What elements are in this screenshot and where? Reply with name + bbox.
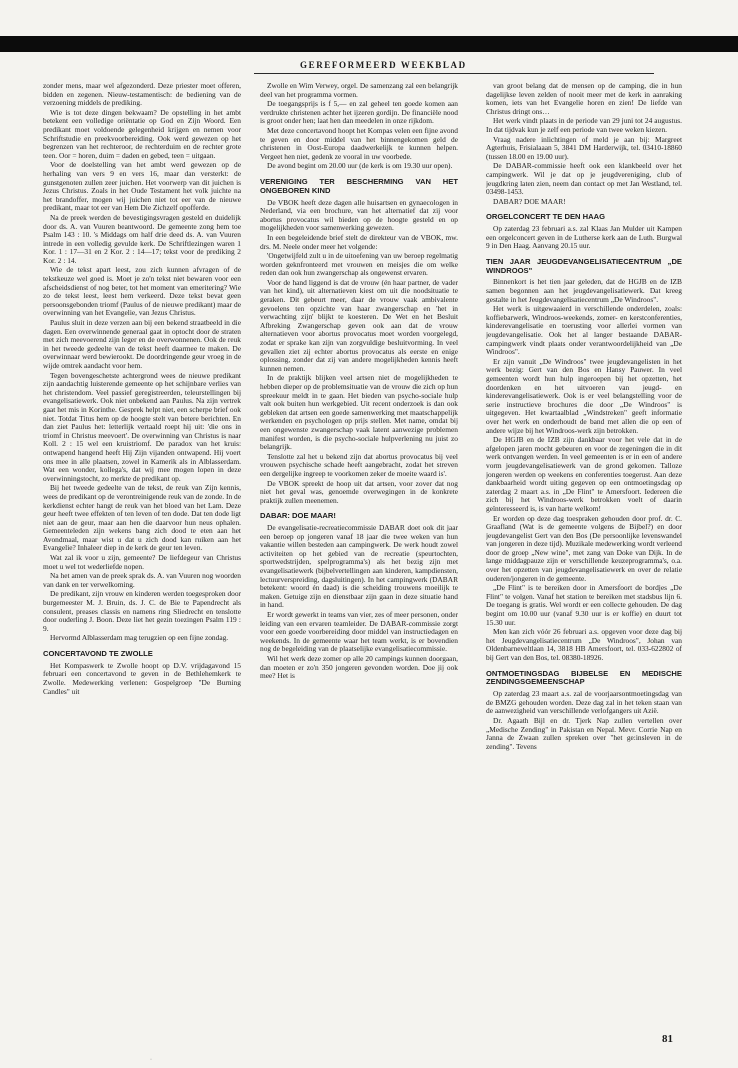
paragraph: Dr. Agaath Bijl en dr. Tjerk Nap zullen vertellen over „Medische Zending" in Pakistan en Nepal. Mevr. Corrie Nap en Janna de Zwaan zullen spreken over "het ge:insleven in de zending". Tevens: [486, 715, 682, 751]
paragraph: De HGJB en de IZB zijn dankbaar voor het vele dat in de afgelopen jaren mocht gebeuren en voor de zegeningen die in dit werk ontvangen werden. In veel gemeenten is er in een of andere vorm jeugdevangelisatiewerk van de grond gekomen. Talloze jongeren werden op weekens en conferenties toegerust. Aan deze dankbaarheid wordt uiting gegeven op een ontmoetingsdag op zaterdag 2 maart a.s. in „De Flint" te Amersfoort. Iedereen die zich bij het Windroos-werk betrokken voelt of daarin geïnteresseerd is, is van harte welkom!: [486, 435, 682, 513]
paragraph: De toegangsprijs is f 5,— en zal geheel ten goede komen aan verdrukte christenen achter het ijzeren gordijn. De financiële nood is groot onder hen; laat hen dan meedelen in onze rijkdom.: [260, 99, 458, 126]
paragraph: Met deze concertavond hoopt het Kompas velen een fijne avond te geven en door middel van het binnengekomen geld de christenen in Oost-Europa daadwerkelijk te kunnen helpen. Vergeet hen niet, gedenk ze vooral in uw voorbede.: [260, 125, 458, 161]
paragraph: Op zaterdag 23 maart a.s. zal de voorjaarsontmoetingsdag van de BMZG gehouden worden. Deze dag zal in het teken staan van de aanwezigheid van verschillende verlofgangers uit Azië.: [486, 689, 682, 716]
page-number: 81: [662, 1033, 673, 1045]
paragraph: Voor de doelstelling van het ambt werd gewezen op de herhaling van vers 9 en vers 16, maar dan versterkt: de gunstgenoten zullen zeer juichen. Het voorwerp van dit juichen is Jezus Christus. Zoals in het Oude Testament het volk juichte na het brandoffer, mogen wij juichen niet tot eer van de nieuwe predikant, maar tot eer van Hem Die Zichzelf opofferde.: [43, 160, 241, 213]
paragraph: Zwolle en Wim Verwey, orgel. De samenzang zal een belangrijk deel van het programma vormen.: [260, 82, 458, 99]
col3-orgel-body: [486, 225, 682, 251]
paragraph: Na het amen van de preek sprak ds. A. van Vuuren nog woorden van dank en ter verwelkoming.: [43, 571, 241, 589]
column-3: [486, 82, 682, 1037]
heading-concertavond: CONCERTAVOND TE ZWOLLE: [43, 649, 153, 658]
paragraph: Wie de tekst apart leest, zou zich kunnen afvragen of de tekstkeuze wel goed is. Moet je zo'n tekst niet bewaren voor een afscheidsdienst of nog beter, tot het moment van emeritering? Wie zo de tekst leest, leest hem verkeerd. Deze tekst bevat geen persoonsgebonden triomf (Paulus of de nieuwe predikant) maar de overwinning van het Evangelie, van Jezus Christus.: [43, 265, 241, 318]
paragraph: DABAR? DOE MAAR!: [493, 196, 566, 206]
paragraph: In de praktijk blijken veel artsen niet de mogelijkheden te hebben dieper op de problemsituatie van de vrouw die zich op hun spreekuur meldt in te gaan. Het bieden van psycho-sociale hulp valt ook buiten hun werkgebied. Uit recent onderzoek is dan ook gebleken dat artsen een goede samenwerking met maatschappelijk werkenden en psychologen op prijs stellen. Met name, omdat bij een ongewenste zwangerschap vaak latent aanwezige problemen manifest worden, is die psycho-sociale hulpverlening nu juist zo belangrijk.: [260, 373, 458, 452]
col2-intro-body: [260, 199, 458, 252]
paragraph: Tegen bovengeschetste achtergrond wees de nieuwe predikant zijn aandachtig luisterende gemeente op het schijnbare verlies van het christendom. Veel passief geregistreerden, teleurstellingen bij evangelisatiewerk. Ook niet onbekend aan Paulus. Na zijn vertrek gaat het mis in Korinthe. Gesprek helpt niet, een scherpe brief ook niet. Totdat Titus hem op de hoogte stelt van betere berichten. En dan ziet Paulus het: letterlijk vertaald roept hij uit: 'die ons in triomf in Christus meevoert'. De overwinning van Christus is naar Koll. 2 : 15 wel een kruistriomf. De paradox van het kruis: ontwapend hangend heeft Hij Zijn vijanden ontwapend. Hij voert ons mee in alle plaatsen, zowel in Kamerik als in Alblasserdam. Wat een wonder, kollega's, dat wij mee mogen lopen in deze overwinningstocht, zo merkte de predikant op.: [43, 370, 241, 483]
paragraph: Paulus sluit in deze verzen aan bij een bekend straatbeeld in die dagen. Een overwinnende generaal gaat in optocht door de straten met zich meevoerend zijn leger en de overwonnenen. Ook de reuk in het tweede gedeelte van de tekst heeft daarmee te maken. De overwinnaar werd bewierookt. De doordringende geur vroeg in de wijde omtrek aandacht voor hem.: [43, 318, 241, 370]
masthead: GEREFORMEERD WEEKBLAD: [300, 60, 467, 70]
paragraph: In een begeleidende brief stelt de direkteur van de VBOK, mw. drs. M. Neele onder meer het volgende:: [260, 232, 458, 251]
paragraph: Na de preek werden de bevestigingsvragen gesteld en duidelijk door ds. A. van Vuuren beantwoord. De gemeente zong hem toe Psalm 143 : 10. 's Middags om half drie deed ds. A. van Vuuren intrede in een volledig gevulde kerk. De Schriftlezingen waren 1 Kor. 1 : 17—31 en 2 Kor. 2 : 14—17; tekst voor de prediking 2 Kor. 2 : 14.: [43, 212, 241, 265]
paragraph: Op zaterdag 23 februari a.s. zal Klaas Jan Mulder uit Kampen een orgelconcert geven in de Lutherse kerk aan de Luth. Burgwal 9 in Den Haag. Aanvang 20.15 uur.: [486, 224, 682, 251]
paragraph: De DABAR-commissie heeft ook een klankbeeld over het campingwerk. Wil je dat op je jeugdvereniging, club of jeugdkring laten zien, neem dan contact op met Jan Westland, tel. 03498-1453.: [486, 161, 682, 197]
paragraph: Het Kompaswerk te Zwolle hoopt op D.V. vrijdagavond 15 februari een concertavond te geven in de Bethlehemkerk te Zwolle. Medewerking verlenen: Gospelgroep "De Burning Candles" uit: [43, 660, 241, 696]
paragraph: 'Ongetwijfeld zult u in de uitoefening van uw beroep regelmatig worden geknfronteerd met vrouwen en meisjes die om welke reden dan ook hun zwangerschap als ongewenst ervaren.: [260, 251, 458, 278]
heading-orgelconcert: ORGELCONCERT TE DEN HAAG: [486, 212, 605, 222]
paragraph: zonder mens, maar wel afgezonderd. Deze priester moet offeren, bidden en zegenen. Nieuw-testamentisch: de bediening van de verzoening middels de prediking.: [43, 82, 241, 108]
heading-windroos: TIEN JAAR JEUGDEVANGELISATIECENTRUM „DE WINDROOS": [486, 256, 682, 275]
paragraph: Er worden op deze dag toespraken gehouden door prof. dr. C. Graafland (Wat is de gemeente volgens de Bijbel?) en door jeugdevangelist Gert van den Bos (De persoonlijke levenswandel van jongeren in deze tijd). Muzikale medewerking wordt verleend door de groep „New wine", met zang van Doke van Dijk. In de lange middagpauze zijn er verschillende keuzeprogramma's, o.a. over het opzetten van jeugdevangelisatiewerk en over de relatie ouderen/jongeren in de gemeente.: [486, 513, 682, 583]
col1-after-body: [43, 662, 241, 696]
col2-top-body: [260, 82, 458, 171]
paragraph: Tenslotte zal het u bekend zijn dat abortus provocatus bij veel vrouwen psychische schade heeft aangebracht, zodat het streven een dergelijke ingreep te voorkomen zeker de moeite waard is'.: [260, 451, 458, 478]
paragraph: De predikant, zijn vrouw en kinderen werden toegesproken door burgemeester M. J. Bruin, ds. J. C. de Bie te Papendrecht als consulent, preases classis en namens ring Sliedrecht en tenslotte door ouderling J. Boon. Deze liet het gezin toezingen Psalm 119 : 9.: [43, 589, 241, 633]
paragraph: Wil het werk deze zomer op alle 20 campings kunnen doorgaan, dan moeten er zo'n 350 jongeren gevonden worden. Doe jij ook mee? Het is: [260, 654, 458, 681]
paragraph: Binnenkort is het tien jaar geleden, dat de HGJB en de IZB samen begonnen aan het jeugdevangelisatiewerk. Dat kreeg gestalte in het Jeugdevangelisatiecentrum „De Windroos".: [486, 277, 682, 304]
paragraph: Wie is tot deze dingen bekwaam? De opstelling in het ambt betekent een volledige oriëntatie op God en Zijn Woord. Een predikant moet voldoende gelegenheid krijgen en nemen voor Schriftstudie en preekvoorbereiding. Ook werd gewezen op het begrenzen van het rechteroor, de rechterduim en de rechter grote teen. Oor = horen, duim = daden en gebed, teen = uitgaan.: [43, 107, 241, 160]
paragraph: Er wordt gewerkt in teams van vier, zes of meer personen, onder leiding van een ervaren teamleider. De DABAR-commissie zorgt voor een goede voorbereiding door middel van instructiedagen en weekends. In de gemeente waar het team werkt, is er bovendien nog de begeleiding van de plaatselijke evangelisatiecommissie.: [260, 610, 458, 654]
heading-dabar: DABAR: DOE MAAR!: [260, 511, 336, 521]
paragraph: Het werk is uitgewaaierd in verschillende onderdelen, zoals: koffiebarwerk, Windroos-weekends, zomer- en kerstconferenties, kinderevangelisatie en toerusting voor allerlei vormen van jeugdevangelisatie. Ook het al langer bestaande DABAR-campingwerk vindt plaats onder verantwoordelijkheid van „De Windroos".: [486, 304, 682, 357]
paragraph: Het werk vindt plaats in de periode van 29 juni tot 24 augustus. In dat tijdvak kun je zelf een periode van twee weken kiezen.: [486, 116, 682, 134]
col2-after-quote: [260, 480, 458, 506]
column-2: [260, 82, 458, 1037]
paragraph: Er zijn vanuit „De Windroos" twee jeugdevangelisten in het werk bezig: Gert van den Bos en Hansy Pauwer. In veel gemeenten wordt hun hulp ingeroepen bij het opzetten, het doordenken en het uitvoeren van jeugd- en kinderevangelisatiewerk. Ook is er veel belangstelling voor de serie instructieve brochures die door „De Windroos" is uitgegeven. Het kwartaalblad „Windstreken" geeft informatie over het werk en onderhoudt de band met allen die op een of andere wijze bij het Windroos-werk zijn betrokken.: [486, 356, 682, 435]
col2-quote: [260, 252, 458, 478]
paragraph: Vraag nadere inlichtingen of meld je aan bij: Margreet Agterhuis, Frisialaaan 5, 3841 DM Harderwijk, tel. 03410-18860 (tussen 18.00 en 19.00 uur).: [486, 134, 682, 161]
col1-body: [43, 82, 241, 643]
paragraph: Wat zal ik voor u zijn, gemeente? De liefdegeur van Christus moet u wel tot wederliefde nopen.: [43, 553, 241, 571]
column-1: [43, 82, 241, 1037]
top-black-bar: [0, 36, 738, 52]
paragraph: De VBOK spreekt de hoop uit dat artsen, voor zover dat nog niet het geval was, genoemde overwegingen in de konkrete praktijk zullen meenemen.: [260, 478, 458, 505]
footer-mark: ·: [150, 1057, 152, 1063]
heading-ontmoetingsdag: ONTMOETINGSDAG BIJBELSE EN MEDISCHE ZENDINGSGEMEENSCHAP: [486, 668, 682, 687]
heading-vbok: VERENIGING TER BESCHERMING VAN HET ONGEBOREN KIND: [260, 176, 458, 195]
paragraph: De evangelisatie-recreatiecommissie DABAR doet ook dit jaar een beroep op jongeren vanaf 18 jaar die twee weken van hun vakantie willen besteden aan campingwerk. De werk houdt zowel activiteiten op het gebied van de recreatie (speurtochten, sportwedstrijden, spelprogramma's) als het bezig zijn met evangelisatiewerk (bijbelvertellingen aan kinderen, kampdiensten, lectuurverspreiding, dagsluitingen). In het campingwerk (DABAR betekent: woord én daad) is die scheiding trouwens moeilijk te maken. Getuige zijn en dienstbaar zijn gaan in deze situatie hand in hand.: [260, 523, 458, 610]
col3-zending-body: [486, 690, 682, 751]
paragraph: van groot belang dat de mensen op de camping, die in hun dagelijkse leven zelden of nooit meer met de kerk in aanraking komen, iets van het Evangelie horen en zien! De liefde van Christus dringt ons…: [486, 82, 682, 116]
col2-dabar-body: [260, 524, 458, 681]
paragraph: De avond begint om 20.00 uur (de kerk is om 19.30 uur open).: [267, 161, 453, 171]
col3-windroos-body: [486, 278, 682, 662]
paragraph: Bij het tweede gedeelte van de tekst, de reuk van Zijn kennis, wees de predikant op de verontreinigende reuk van de zonde. In de kerkdienst echter hangt de reuk van het bloed van het Lam. Deze geur heeft twee effekten of ten leven of ten dode. Dat ten dode ligt niet aan de geur, maar aan hen die daarvoor hun neus ophalen. Gemeenteleden zijn wekens bang zich dood te eten aan het Avondmaal, maar wist u dat u zich dood kan ruiken aan het Evangelie? Inhaleer diep in de kerk de geur ten leven.: [43, 483, 241, 553]
col3-top-body: [486, 82, 682, 206]
paragraph: Men kan zich vóór 26 februari a.s. opgeven voor deze dag bij het Jeugdevangelisatiecentrum „De Windroos", Johan van Oldenbarneveltlaan 14, 3818 HB Amersfoort, tel. 033-622802 of bij Gert van den Bos, tel. 08380-18926.: [486, 627, 682, 663]
masthead-rule: [254, 73, 654, 74]
paragraph: Hervormd Alblasserdam mag terugzien op een fijne zondag.: [50, 633, 229, 643]
paragraph: De VBOK heeft deze dagen alle huisartsen en gynaecologen in Nederland, via een brochure, van het alternatief dat zij voor abortus provocatus wil bieden op de hoogte gesteld en op mogelijkheden voor samenwerking gewezen.: [260, 197, 458, 233]
paragraph: Voor de hand liggend is dat de vrouw (én haar partner, de vader van het kind), uit alternatieven kiest om uit die noodsituatie te geraken. Dit gebeurt meer, daar de vrouw vaak ambivalente gevoelens ten opzichte van haar zwangerschap en 'het in verwachting zijn' blijkt te koesteren. De Wet en het Besluit Afbreking Zwangerschap geven ook aan dat de vrouw alternatieven voor abortus provocatus moet worden voorgelegd, zodat er sprake kan zijn van zorgvuldige besluitvorming. In veel gevallen ziet zij echter abortus provocatus als eerste en enige oplossing, zonder dat zij van andere mogelijkheden kennis heeft kunnen nemen.: [260, 277, 458, 373]
paragraph: „De Flint" is te bereiken door in Amersfoort de bordjes „De Flint" te volgen. Vanaf het station te bereiken met stadsbus lijn 6. De toegang is gratis. Wel wordt er een collecte gehouden. De dag begint om 10.00 uur (vanaf 9.30 uur is er koffie) en duurt tot 15.30 uur.: [486, 583, 682, 627]
